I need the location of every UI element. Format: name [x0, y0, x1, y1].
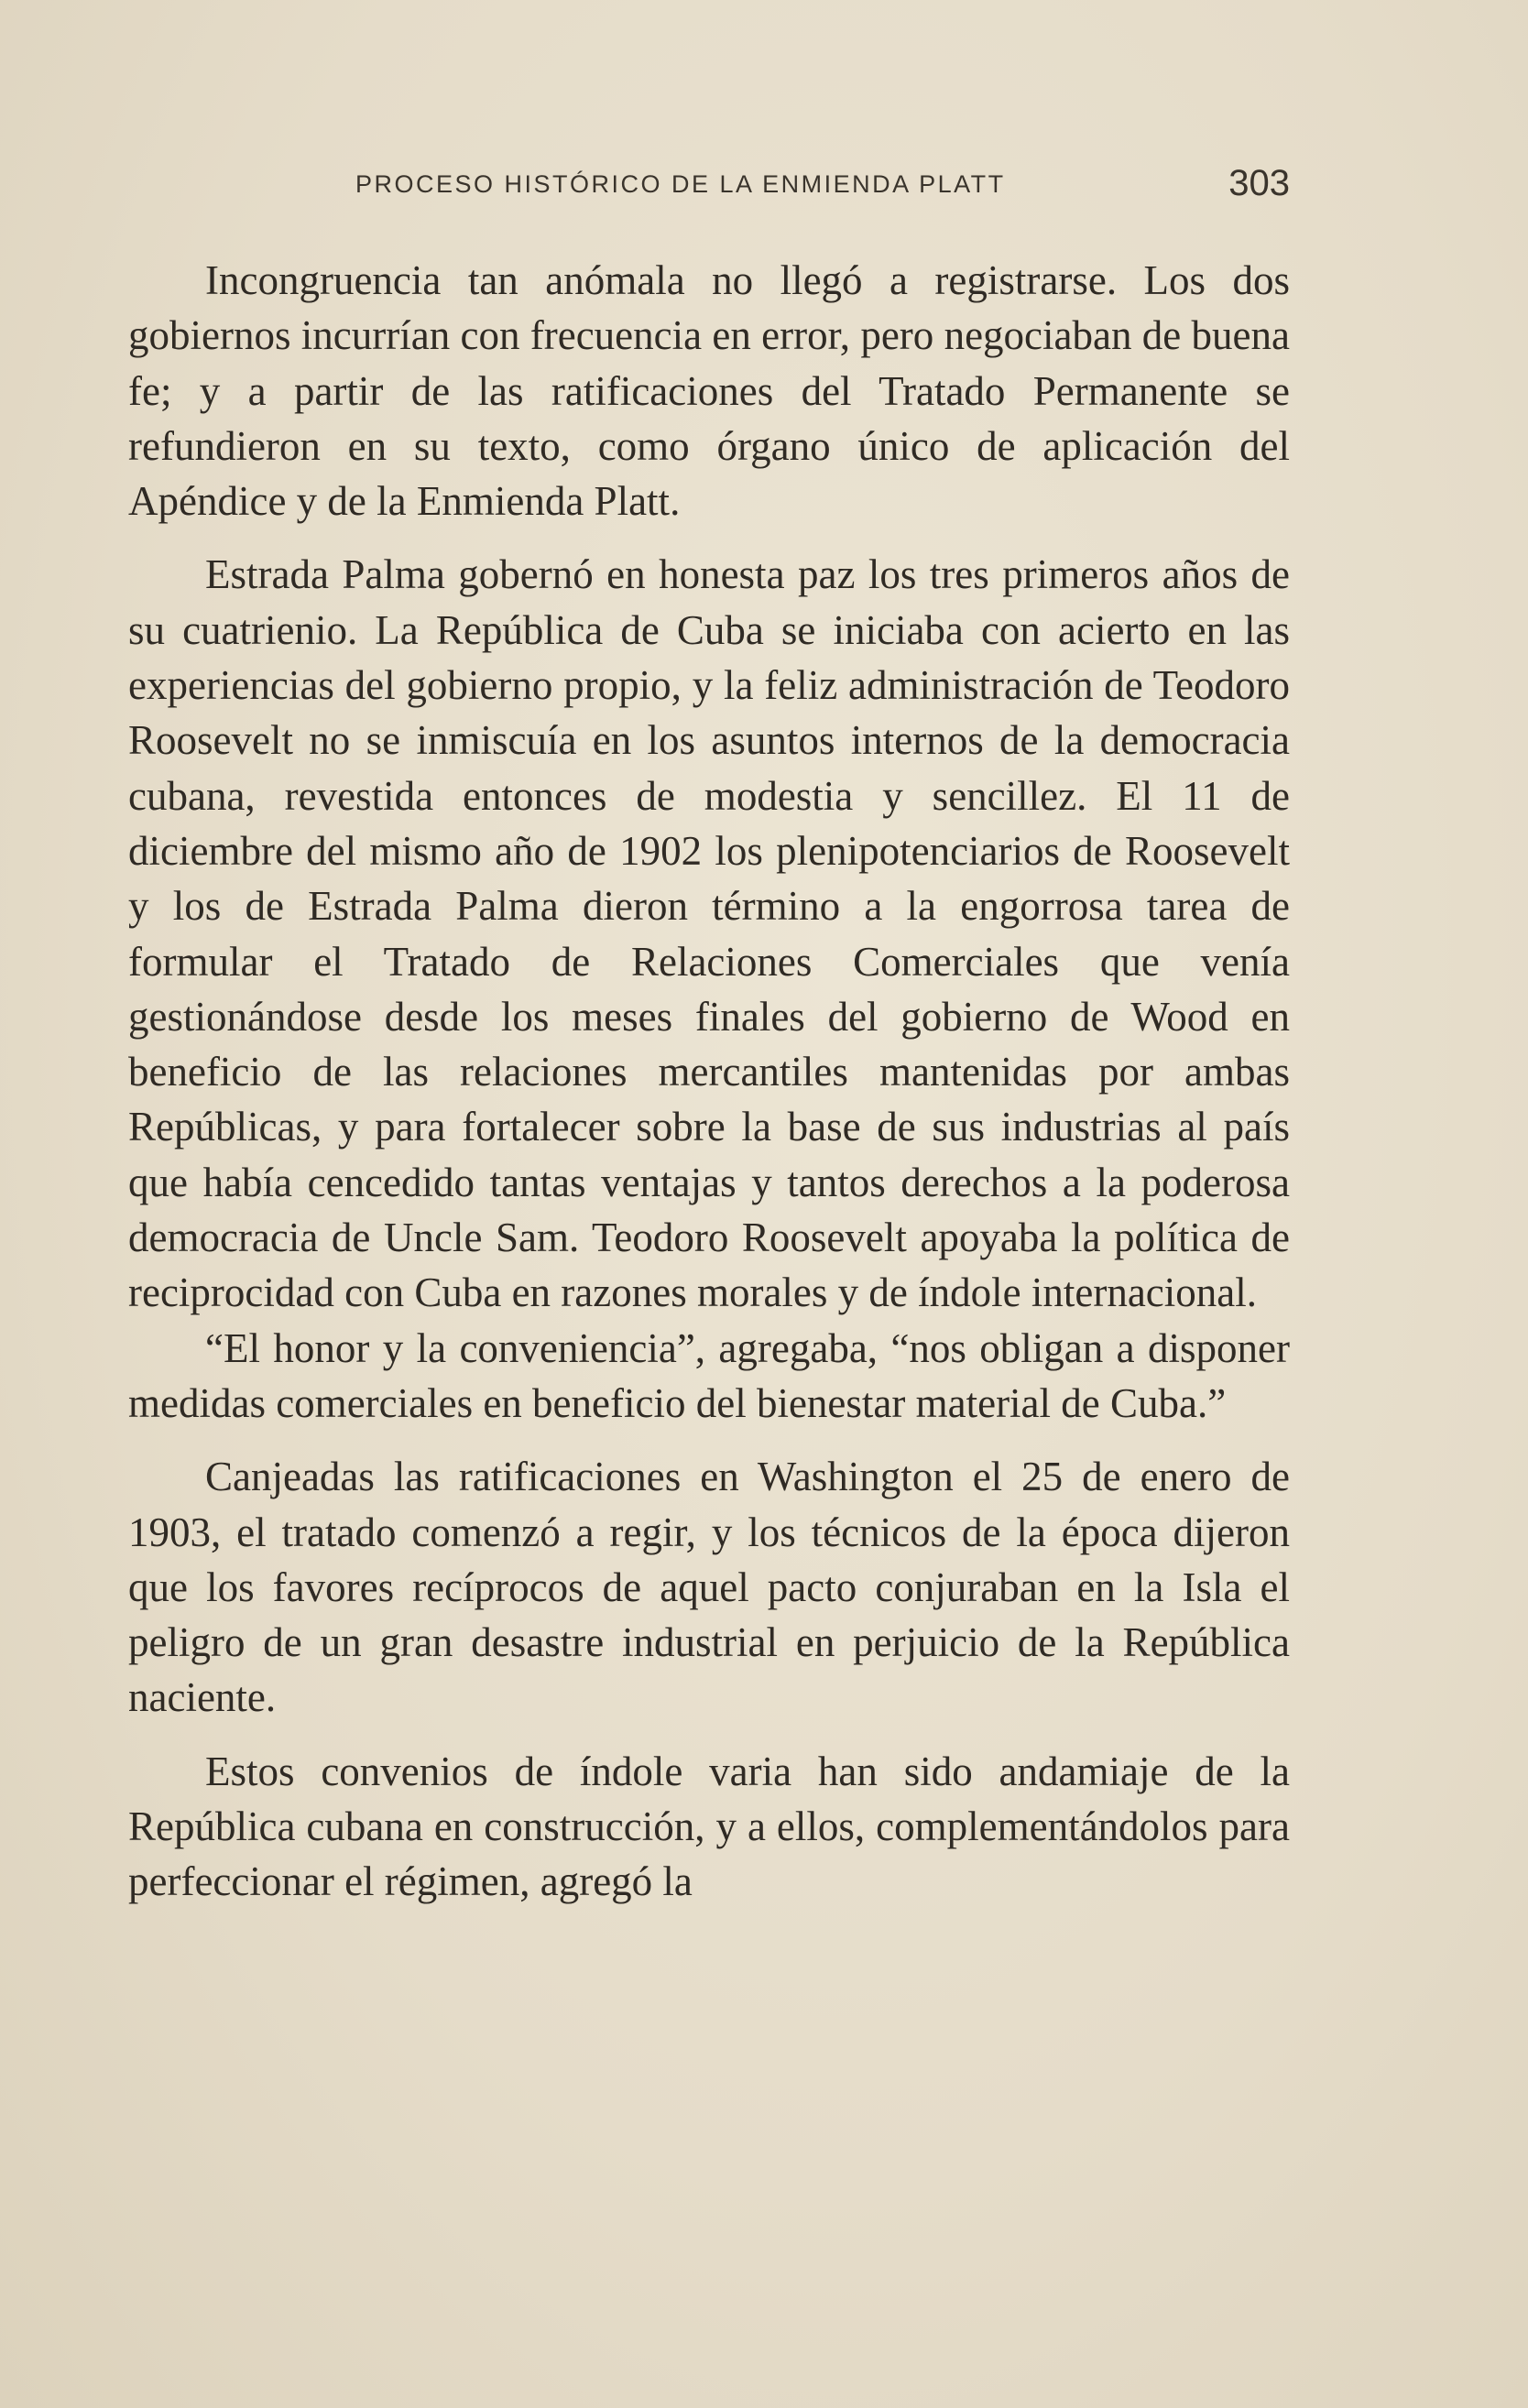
- page-number: 303: [1228, 163, 1290, 203]
- paragraph: “El honor y la conveniencia”, agregaba, “nos obligan a disponer medidas comerciales en beneficio del bienestar material de Cuba.”: [128, 1324, 1290, 1426]
- paragraph: Incongruencia tan anómala no llegó a registrarse. Los dos gobiernos incurrían con frecuencia en error, pero negociaban de buena fe; y a partir de las ratificaciones del Tratado Permanente se refundieron en su texto, como órgano único de aplicación del Apéndice y de la Enmienda Platt.: [128, 257, 1290, 525]
- body-text: [128, 253, 1290, 1910]
- paragraph: Canjeadas las ratificaciones en Washington el 25 de enero de 1903, el tratado comenzó a regir, y los técnicos de la época dijeron que los favores recíprocos de aquel pacto conjuraban en la Isla el peligro de un gran desastre industrial en perjuicio de la República naciente.: [128, 1454, 1290, 1721]
- running-header: [128, 163, 1290, 209]
- running-title: PROCESO HISTÓRICO DE LA ENMIENDA PLATT: [355, 170, 1006, 198]
- paragraph: Estos convenios de índole varia han sido andamiaje de la República cubana en construcción, y a ellos, complementándolos para perfeccionar el régimen, agregó la: [128, 1748, 1290, 1905]
- paragraph: Estrada Palma gobernó en honesta paz los tres primeros años de su cuatrienio. La República de Cuba se iniciaba con acierto en las experiencias del gobierno propio, y la feliz administración de Teodoro Roosevelt no se inmiscuía en los asuntos internos de la democracia cubana, revestida entonces de modestia y sencillez. El 11 de diciembre del mismo año de 1902 los plenipotenciarios de Roosevelt y los de Estrada Palma dieron término a la engorrosa tarea de formular el Tratado de Relaciones Comerciales que venía gestionándose desde los meses finales del gobierno de Wood en beneficio de las relaciones mercantiles mantenidas por ambas Repúblicas, y para fortalecer sobre la base de sus industrias al país que había cencedido tantas ventajas y tantos derechos a la poderosa democracia de Uncle Sam. Teodoro Roosevelt apoyaba la política de reciprocidad con Cuba en razones morales y de índole internacional.: [128, 551, 1290, 1316]
